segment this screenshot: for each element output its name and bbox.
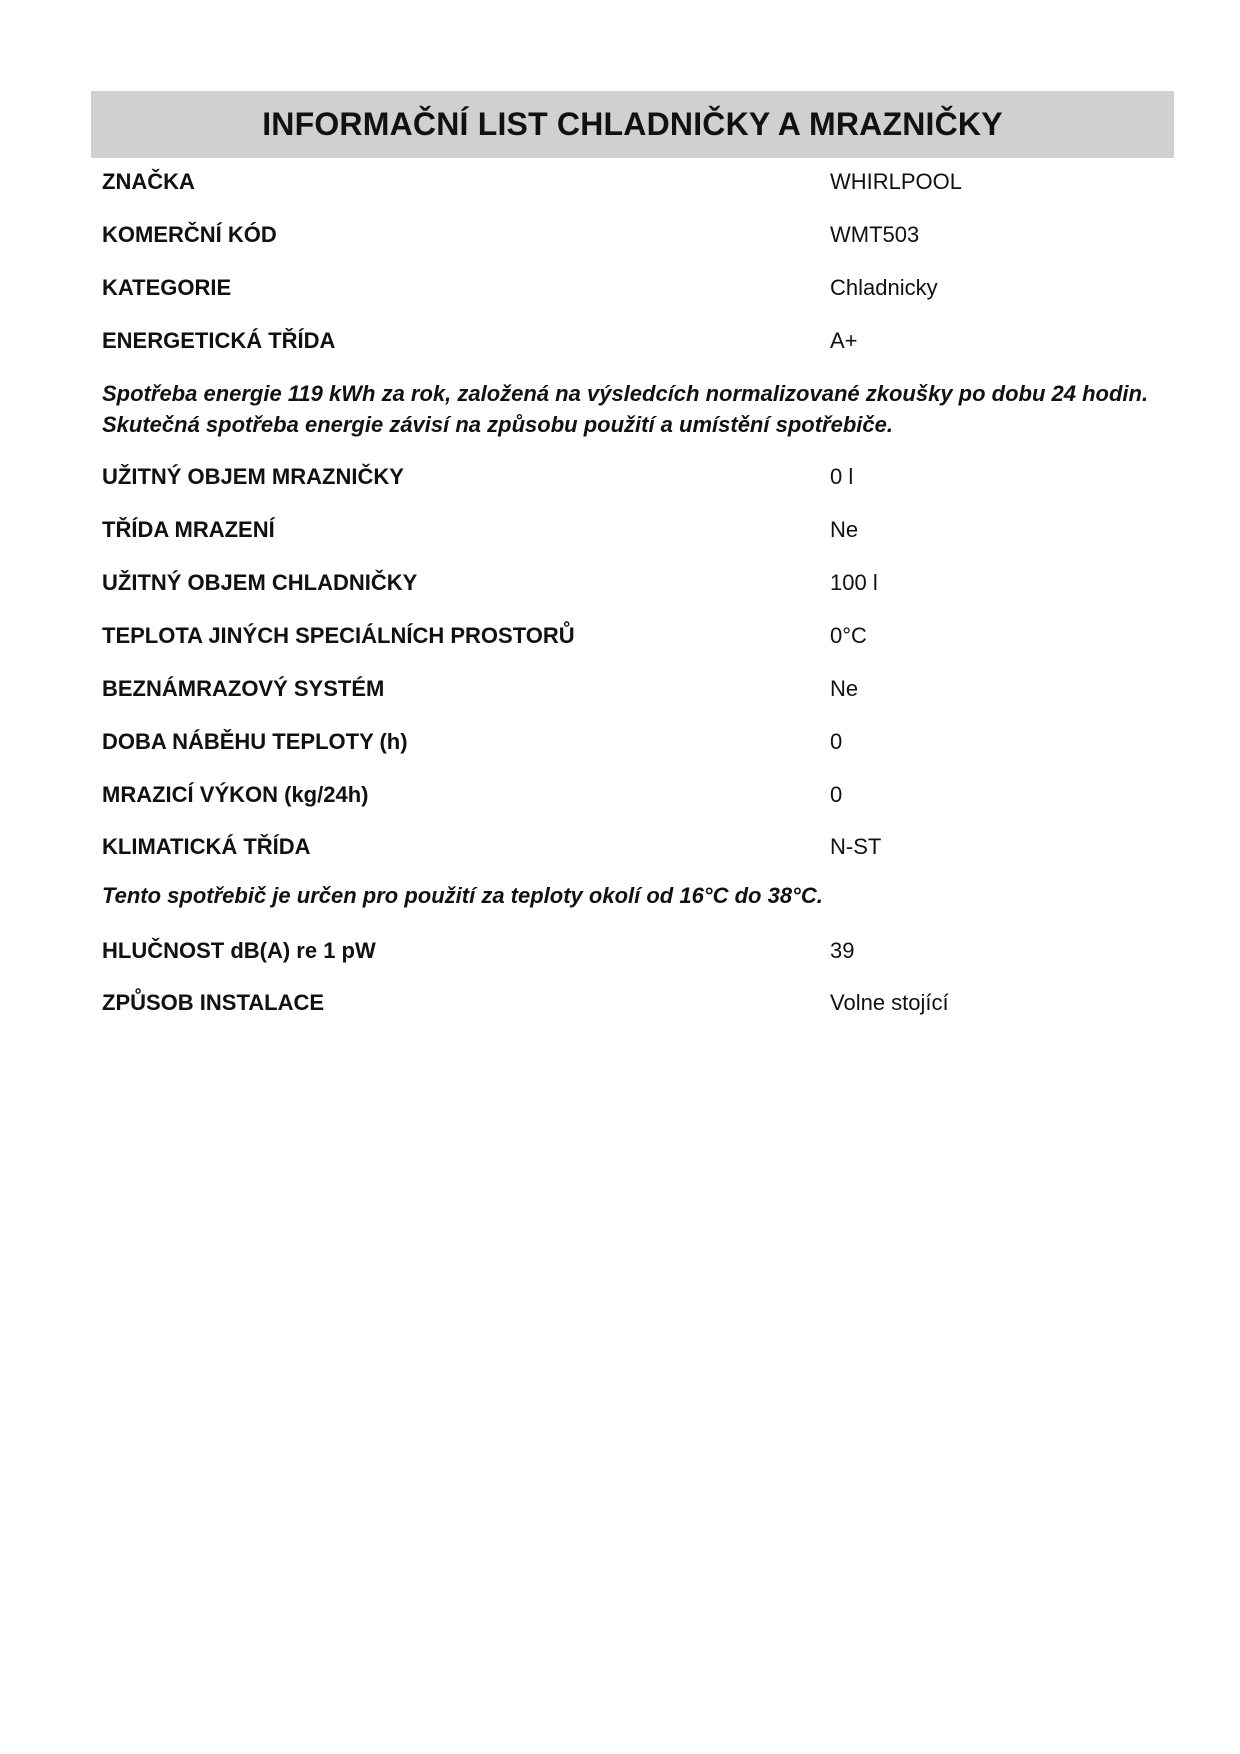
document-title: INFORMAČNÍ LIST CHLADNIČKY A MRAZNIČKY	[262, 106, 1003, 142]
spec-value: 0	[830, 729, 843, 754]
spec-value: N-ST	[830, 834, 882, 859]
spec-row-fridge-volume	[102, 568, 1162, 598]
spec-label: MRAZICÍ VÝKON (kg/24h)	[102, 782, 369, 807]
climate-note-text: Tento spotřebič je určen pro použití za teploty okolí od 16°C do 38°C.	[102, 883, 823, 908]
spec-row-noise	[102, 936, 1162, 966]
spec-label: UŽITNÝ OBJEM MRAZNIČKY	[102, 464, 404, 489]
climate-note	[102, 880, 1172, 911]
spec-value: Ne	[830, 676, 859, 701]
spec-row-frost-free	[102, 674, 1162, 704]
spec-label: ENERGETICKÁ TŘÍDA	[102, 328, 336, 353]
spec-value: 100 l	[830, 570, 878, 595]
spec-value: 0°C	[830, 623, 867, 648]
spec-value: 39	[830, 938, 855, 963]
spec-label: DOBA NÁBĚHU TEPLOTY (h)	[102, 729, 408, 754]
spec-label: ZPŮSOB INSTALACE	[102, 990, 325, 1015]
spec-value: 0 l	[830, 464, 854, 489]
spec-value: A+	[830, 328, 858, 353]
title-bar	[91, 91, 1174, 158]
spec-value: WHIRLPOOL	[830, 169, 963, 194]
spec-value: Ne	[830, 517, 859, 542]
spec-row-category	[102, 273, 1162, 303]
spec-label: TŘÍDA MRAZENÍ	[102, 517, 275, 542]
spec-row-energy-class	[102, 326, 1162, 356]
spec-row-freezing-class	[102, 515, 1162, 545]
spec-row-installation	[102, 988, 1162, 1018]
spec-row-special-compartment-temp	[102, 621, 1162, 651]
spec-label: UŽITNÝ OBJEM CHLADNIČKY	[102, 570, 418, 595]
spec-label: KOMERČNÍ KÓD	[102, 222, 277, 247]
spec-row-freezer-volume	[102, 462, 1162, 492]
spec-label: ZNAČKA	[102, 169, 195, 194]
spec-label: BEZNÁMRAZOVÝ SYSTÉM	[102, 676, 385, 701]
spec-label: TEPLOTA JINÝCH SPECIÁLNÍCH PROSTORŮ	[102, 623, 575, 648]
spec-label: KATEGORIE	[102, 275, 232, 300]
spec-row-brand	[102, 167, 1162, 197]
spec-row-temperature-rise-time	[102, 727, 1162, 757]
energy-note-line-2: Skutečná spotřeba energie závisí na způsobu použití a umístění spotřebiče.	[102, 412, 893, 437]
spec-value: Volne stojící	[830, 990, 949, 1015]
spec-value: 0	[830, 782, 843, 807]
spec-label: HLUČNOST dB(A) re 1 pW	[102, 938, 376, 963]
spec-row-freezing-capacity	[102, 780, 1162, 810]
spec-row-commercial-code	[102, 220, 1162, 250]
spec-label: KLIMATICKÁ TŘÍDA	[102, 834, 311, 859]
spec-value: WMT503	[830, 222, 920, 247]
energy-note-line-1: Spotřeba energie 119 kWh za rok, založená na výsledcích normalizované zkoušky po dobu 24 hodin.	[102, 381, 1149, 406]
spec-row-climate-class	[102, 832, 1162, 862]
spec-value: Chladnicky	[830, 275, 938, 300]
energy-consumption-note	[102, 378, 1172, 440]
